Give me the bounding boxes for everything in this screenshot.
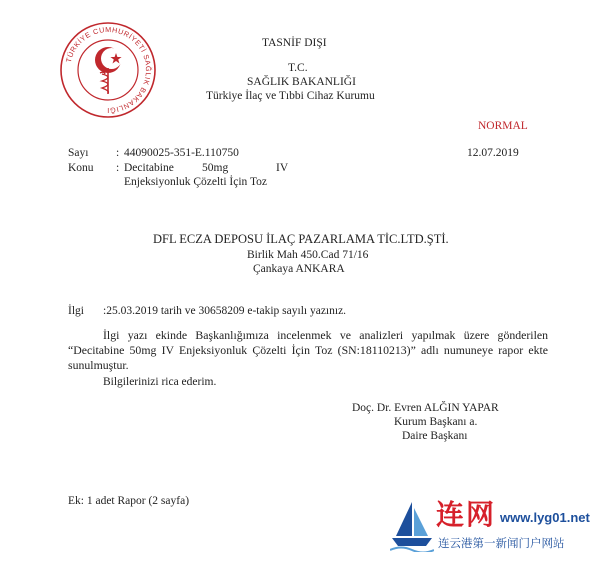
ministry-name: SAĞLIK BAKANLIĞI [247, 76, 356, 88]
country-label: T.C. [288, 62, 308, 74]
classification-label: TASNİF DIŞI [262, 37, 327, 49]
sayi-value: 44090025-351-E.110750 [124, 147, 239, 159]
recipient-name: DFL ECZA DEPOSU İLAÇ PAZARLAMA TİC.LTD.ŞTİ. [153, 232, 449, 246]
priority-label: NORMAL [478, 120, 528, 132]
signatory-title1: Kurum Başkanı a. [394, 416, 478, 428]
konu-label: Konu [68, 162, 94, 174]
konu-subject-part1: Decitabine [124, 162, 174, 174]
watermark-brand: 连网 [436, 498, 497, 531]
konu-subject-part3: IV [276, 162, 289, 174]
signatory-name: Doç. Dr. Evren ALĞIN YAPAR [352, 402, 499, 414]
watermark-tagline: 连云港第一新闻门户网站 [438, 536, 565, 550]
signatory-title2: Daire Başkanı [402, 430, 468, 442]
site-watermark [390, 496, 600, 564]
document-date: 12.07.2019 [467, 147, 519, 159]
konu-colon: : [116, 162, 120, 174]
svg-text:TÜRKİYE CUMHURİYETİ SAĞLIK BAK: TÜRKİYE CUMHURİYETİ SAĞLIK BAKANLIĞI [63, 24, 154, 116]
sailboat-logo-icon [390, 500, 434, 552]
closing-sentence: Bilgilerinizi rica ederim. [103, 376, 217, 388]
recipient-address-line2: Çankaya ANKARA [253, 263, 345, 275]
watermark-url: www.lyg01.net [500, 510, 590, 525]
ministry-seal-logo [58, 20, 158, 120]
konu-subject-part2: 50mg [202, 162, 229, 174]
ilgi-label: İlgi [68, 305, 84, 317]
ilgi-reference: :25.03.2019 tarih ve 30658209 e-takip sayılı yazınız. [103, 305, 347, 317]
recipient-address-line1: Birlik Mah 450.Cad 71/16 [247, 249, 369, 261]
agency-name: Türkiye İlaç ve Tıbbi Cihaz Kurumu [206, 90, 375, 102]
konu-subject-line2: Enjeksiyonluk Çözelti İçin Toz [124, 176, 268, 188]
body-paragraph-text: İlgi yazı ekinde Başkanlığımıza incelenmek ve analizleri yapılmak üzere gönderilen “Decitabine 50mg IV Enjeksiyonluk Çözelti İçin Toz (SN:18110213)” adlı numuneye rapor ekte sunulmuştur. [68, 328, 548, 372]
body-paragraph [68, 328, 548, 373]
attachment-note: Ek: 1 adet Rapor (2 sayfa) [68, 495, 190, 507]
sayi-colon: : [116, 147, 120, 159]
sayi-label: Sayı [68, 147, 89, 159]
